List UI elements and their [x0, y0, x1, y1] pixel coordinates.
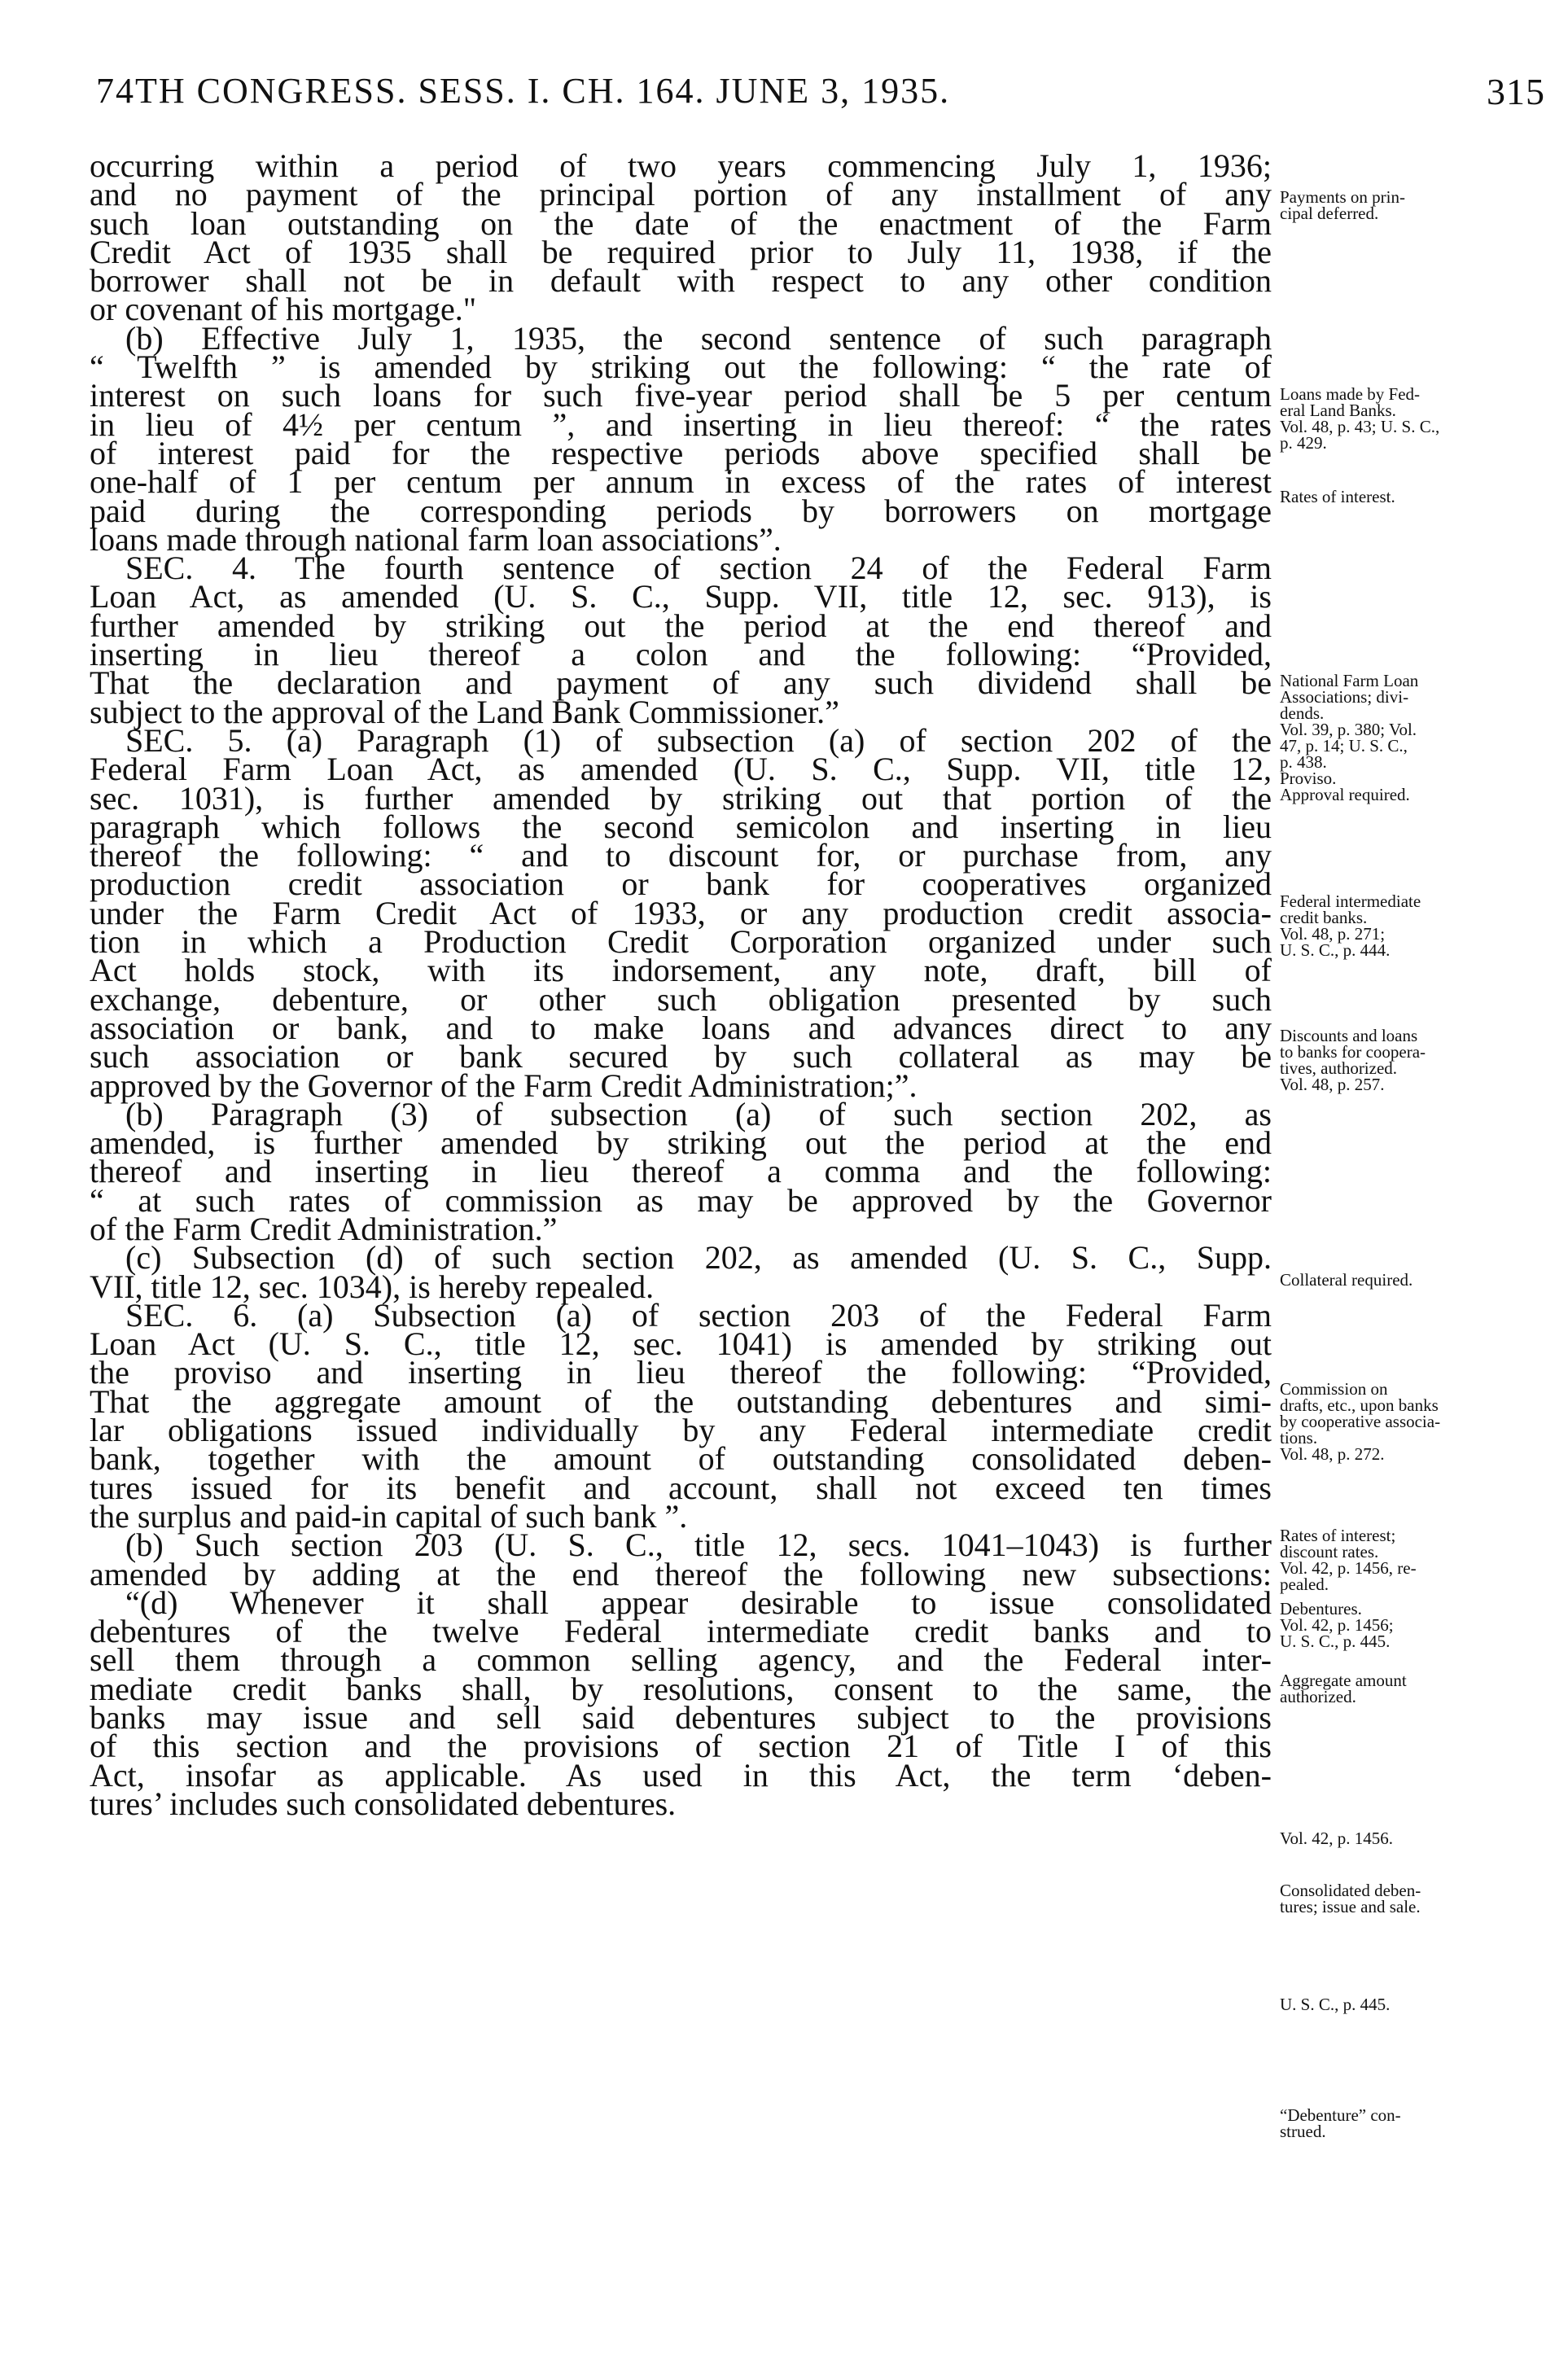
margin-note-line: Rates of interest. [1280, 487, 1395, 506]
margin-note [1280, 1601, 1548, 1649]
margin-note-line: drafts, etc., upon banks [1280, 1395, 1439, 1415]
margin-note-line: Vol. 39, p. 380; Vol. [1280, 720, 1417, 739]
margin-note [1280, 1027, 1548, 1093]
body-line: debentures of the twelve Federal intermediate credit banks and to [90, 1613, 1272, 1650]
margin-note-line: “Debenture” con- [1280, 2105, 1401, 2125]
body-line: Loan Act (U. S. C., title 12, sec. 1041) is amended by striking out [90, 1325, 1272, 1363]
margin-note-line: p. 429. [1280, 433, 1327, 453]
body-line: “ at such rates of commission as may be approved by the Governor [90, 1181, 1272, 1219]
margin-note [1280, 488, 1548, 505]
margin-note-line: 47, p. 14; U. S. C., [1280, 736, 1408, 756]
margin-note [1280, 1830, 1548, 1846]
margin-note-line: Discounts and loans [1280, 1026, 1418, 1045]
body-line: of interest paid for the respective periods above specified shall be [90, 434, 1272, 471]
margin-note [1280, 189, 1548, 221]
body-line: borrower shall not be in default with respect to any other condition [90, 262, 1272, 300]
body-line: (b) Paragraph (3) of subsection (a) of such section 202, as [125, 1095, 1272, 1132]
margin-note-line: National Farm Loan [1280, 671, 1419, 690]
body-line: the proviso and inserting in lieu thereof the following: “Provided, [90, 1354, 1272, 1391]
body-line: or covenant of his mortgage." [90, 291, 477, 328]
margin-note-line: pealed. [1280, 1575, 1329, 1594]
margin-note [1280, 1996, 1548, 2013]
body-line: VII, title 12, sec. 1034), is hereby repealed. [90, 1268, 655, 1305]
margin-note-line: tures; issue and sale. [1280, 1897, 1421, 1916]
margin-note-line: tions. [1280, 1428, 1318, 1448]
margin-note-line: p. 438. [1280, 752, 1327, 772]
running-head: 74TH CONGRESS. SESS. I. CH. 164. JUNE 3, 1935. [96, 71, 951, 111]
margin-note-line: Vol. 42, p. 1456, re- [1280, 1558, 1417, 1578]
margin-note-line: credit banks. [1280, 908, 1368, 927]
body-line: of this section and the provisions of section 21 of Title I of this [90, 1728, 1272, 1765]
margin-note-line: Federal intermediate [1280, 891, 1421, 911]
margin-note-line: Proviso. [1280, 769, 1337, 788]
margin-note [1280, 1672, 1548, 1705]
body-line: the surplus and paid-in capital of such bank ”. [90, 1497, 688, 1535]
body-line: SEC. 4. The fourth sentence of section 24 of the Federal Farm [125, 550, 1272, 587]
margin-note-line: discount rates. [1280, 1542, 1379, 1561]
body-line: subject to the approval of the Land Bank Commissioner.” [90, 693, 839, 730]
body-line: paragraph which follows the second semicolon and inserting in lieu [90, 808, 1272, 845]
margin-note-line: eral Land Banks. [1280, 401, 1396, 420]
margin-note [1280, 893, 1548, 958]
margin-note [1280, 2107, 1548, 2140]
body-line: Credit Act of 1935 shall be required prior to July 11, 1938, if the [90, 233, 1272, 270]
body-line: in lieu of 4½ per centum ”, and inserting in lieu thereof: “ the rates [90, 405, 1272, 443]
body-line: That the declaration and payment of any such dividend shall be [90, 664, 1272, 702]
margin-note-line: Vol. 48, p. 271; [1280, 924, 1386, 944]
margin-note [1280, 1527, 1548, 1592]
margin-note-line: by cooperative associa- [1280, 1412, 1441, 1431]
margin-notes [1280, 0, 1548, 2374]
margin-note-line: Loans made by Fed- [1280, 384, 1421, 404]
margin-note [1280, 1272, 1548, 1288]
body-line: such loan outstanding on the date of the enactment of the Farm [90, 204, 1272, 242]
body-line: inserting in lieu thereof a colon and the following: “Provided, [90, 636, 1272, 673]
margin-note-line: Vol. 42, p. 1456. [1280, 1829, 1394, 1848]
margin-note-line: Vol. 48, p. 43; U. S. C., [1280, 417, 1440, 436]
body-line: mediate credit banks shall, by resolutions, consent to the same, the [90, 1670, 1272, 1707]
body-line: “ Twelfth ” is amended by striking out the following: “ the rate of [90, 348, 1272, 386]
body-line: SEC. 5. (a) Paragraph (1) of subsection (a) of section 202 of the [125, 721, 1272, 759]
body-line: amended by adding at the end thereof the following new subsections: [90, 1555, 1272, 1592]
body-line: approved by the Governor of the Farm Credit Administration;”. [90, 1067, 918, 1104]
body-line: tures issued for its benefit and account, shall not exceed ten times [90, 1469, 1272, 1506]
body-line: That the aggregate amount of the outstanding debentures and simi- [90, 1382, 1272, 1420]
body-line: (c) Subsection (d) of such section 202, as amended (U. S. C., Supp. [125, 1239, 1272, 1277]
body-line: SEC. 6. (a) Subsection (a) of section 203 of the Federal Farm [125, 1296, 1272, 1334]
main-text [90, 147, 1272, 1822]
body-line: occurring within a period of two years commencing July 1, 1936; [90, 147, 1272, 184]
body-line: and no payment of the principal portion of any installment of any [90, 176, 1272, 213]
margin-note-line: U. S. C., p. 444. [1280, 940, 1391, 960]
margin-note [1280, 1381, 1548, 1462]
body-line: sec. 1031), is further amended by striking out that portion of the [90, 779, 1272, 817]
body-line: Federal Farm Loan Act, as amended (U. S. C., Supp. VII, title 12, [90, 751, 1272, 788]
margin-note-line: authorized. [1280, 1687, 1356, 1706]
margin-note-line: Consolidated deben- [1280, 1881, 1421, 1900]
body-line: thereof the following: “ and to discount for, or purchase from, any [90, 837, 1272, 874]
margin-note-line: Rates of interest; [1280, 1526, 1396, 1545]
body-line: exchange, debenture, or other such obligation presented by such [90, 980, 1272, 1018]
body-line: Act, insofar as applicable. As used in this Act, the term ‘deben- [90, 1756, 1272, 1794]
margin-note-line: to banks for coopera- [1280, 1042, 1426, 1062]
body-line: Act holds stock, with its indorsement, any note, draft, bill of [90, 952, 1272, 989]
body-line: sell them through a common selling agency, and the Federal inter- [90, 1641, 1272, 1679]
margin-note-line: Collateral required. [1280, 1270, 1413, 1290]
margin-note-line: strued. [1280, 2122, 1326, 2141]
body-line: (b) Effective July 1, 1935, the second sentence of such paragraph [125, 319, 1272, 357]
body-line: (b) Such section 203 (U. S. C., title 12, secs. 1041–1043) is further [125, 1526, 1272, 1564]
body-line: association or bank, and to make loans and advances direct to any [90, 1009, 1272, 1046]
body-line: banks may issue and sell said debentures subject to the provisions [90, 1699, 1272, 1737]
body-line: thereof and inserting in lieu thereof a comma and the following: [90, 1153, 1272, 1190]
margin-note-line: cipal deferred. [1280, 204, 1379, 223]
body-line: under the Farm Credit Act of 1933, or any production credit associa- [90, 894, 1272, 931]
body-line: tures’ includes such consolidated debentures. [90, 1785, 677, 1822]
margin-note-line: U. S. C., p. 445. [1280, 1632, 1391, 1651]
body-line: production credit association or bank for cooperatives organized [90, 865, 1272, 903]
body-line: one-half of 1 per centum per annum in excess of the rates of interest [90, 463, 1272, 501]
body-line: “(d) Whenever it shall appear desirable to issue consolidated [125, 1583, 1272, 1621]
margin-note-line: Payments on prin- [1280, 187, 1405, 207]
body-line: loans made through national farm loan associations”. [90, 520, 782, 558]
body-line: interest on such loans for such five-year period shall be 5 per centum [90, 377, 1272, 414]
body-line: paid during the corresponding periods by borrowers on mortgage [90, 492, 1272, 529]
body-line: further amended by striking out the period at the end thereof and [90, 607, 1272, 644]
margin-note [1280, 672, 1548, 803]
body-line: tion in which a Production Credit Corporation organized under such [90, 923, 1272, 961]
margin-note-line: Aggregate amount [1280, 1671, 1407, 1690]
margin-note-line: tives, authorized. [1280, 1058, 1398, 1078]
body-line: of the Farm Credit Administration.” [90, 1210, 558, 1247]
margin-note-line: U. S. C., p. 445. [1280, 1995, 1391, 2014]
margin-note-line: Vol. 48, p. 257. [1280, 1075, 1385, 1094]
page-number: 315 [1487, 71, 1545, 112]
body-line: bank, together with the amount of outstanding consolidated deben- [90, 1440, 1272, 1478]
margin-note-line: Associations; divi- [1280, 687, 1409, 707]
margin-note-line: Approval required. [1280, 785, 1410, 804]
margin-note-line: Vol. 48, p. 272. [1280, 1444, 1385, 1464]
body-line: lar obligations issued individually by any Federal intermediate credit [90, 1412, 1272, 1449]
margin-note-line: dends. [1280, 703, 1325, 723]
body-line: such association or bank secured by such collateral as may be [90, 1038, 1272, 1075]
body-line: amended, is further amended by striking out the period at the end [90, 1124, 1272, 1162]
margin-note-line: Debentures. [1280, 1599, 1362, 1618]
margin-note [1280, 386, 1548, 451]
body-line: Loan Act, as amended (U. S. C., Supp. VII, title 12, sec. 913), is [90, 578, 1272, 615]
margin-note [1280, 1882, 1548, 1915]
margin-note-line: Commission on [1280, 1379, 1388, 1399]
margin-note-line: Vol. 42, p. 1456; [1280, 1615, 1394, 1635]
